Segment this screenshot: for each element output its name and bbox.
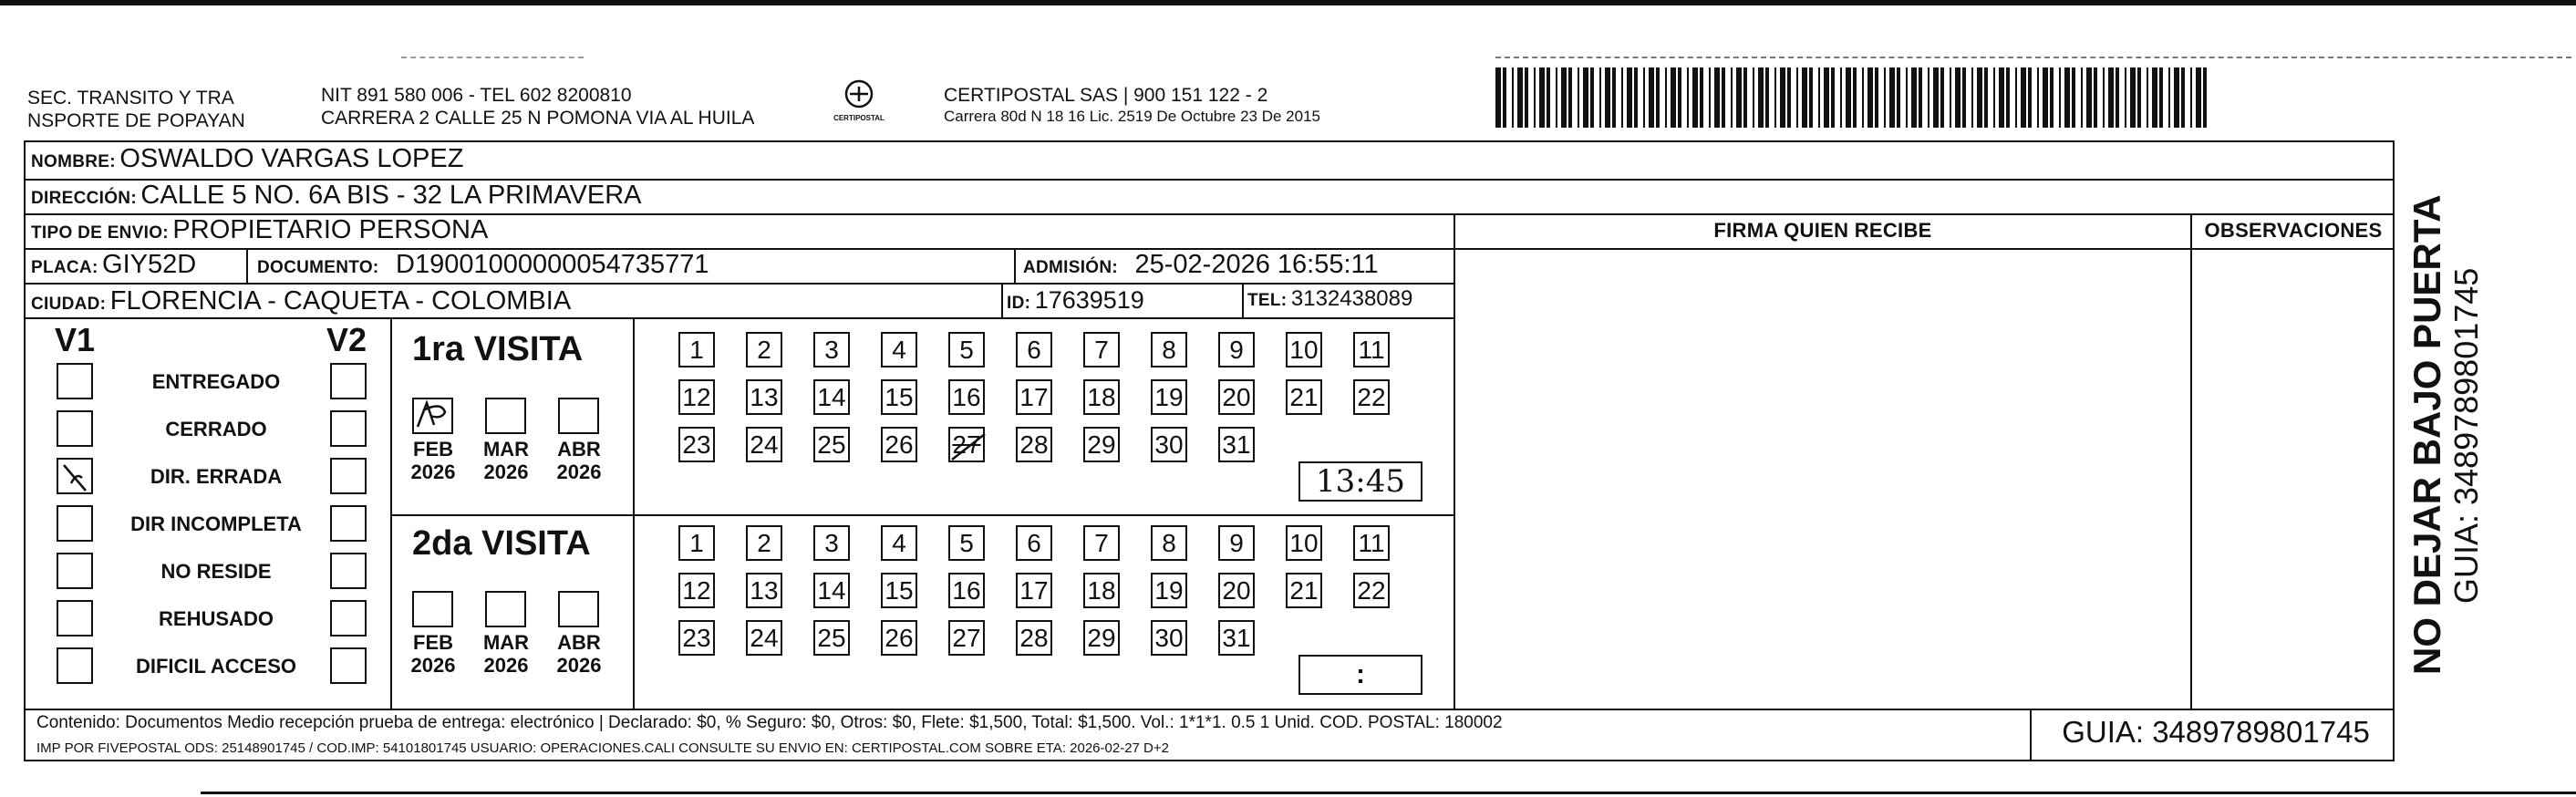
v2-checkbox[interactable] — [330, 505, 367, 542]
barcode-bar — [1831, 67, 1835, 128]
barcode-bar — [1605, 67, 1610, 128]
barcode-bar — [2168, 67, 2170, 128]
day-box-4[interactable]: 4 — [881, 332, 917, 367]
v1-checkbox[interactable] — [57, 410, 93, 447]
issuer-office — [27, 87, 245, 132]
day-box-27[interactable]: 27 — [948, 620, 985, 656]
second-visit-time-value: : — [1356, 659, 1365, 689]
visit-divider — [390, 514, 1455, 516]
ciudad-cell — [31, 286, 571, 316]
handwritten-cross-icon — [950, 429, 987, 464]
barcode-bar — [2064, 67, 2070, 128]
day-box-25[interactable]: 25 — [813, 620, 850, 656]
barcode-bar — [1517, 67, 1523, 128]
observaciones-header: OBSERVACIONES — [2204, 219, 2383, 242]
v1-checkbox[interactable] — [57, 647, 93, 684]
barcode-bar — [2059, 67, 2061, 128]
v1-checkbox[interactable] — [57, 458, 93, 494]
day-box-9[interactable]: 9 — [1218, 525, 1255, 561]
placa-value: GIY52D — [102, 250, 197, 279]
scan-line — [1495, 57, 2571, 58]
day-box-22[interactable]: 22 — [1353, 379, 1390, 415]
barcode-bar — [1578, 67, 1579, 128]
barcode-bar — [2072, 67, 2075, 128]
day-box-17[interactable]: 17 — [1016, 573, 1052, 608]
v1-header: V1 — [55, 321, 96, 358]
id-label: ID: — [1007, 294, 1031, 313]
day-box-21[interactable]: 21 — [1286, 573, 1322, 608]
scan-line-left — [401, 57, 584, 58]
month-label: ABR — [557, 438, 601, 461]
row-line — [24, 283, 1455, 285]
placa-cell — [31, 250, 196, 280]
observations-area[interactable] — [2192, 250, 2395, 709]
status-reason-label: DIFICIL ACCESO — [135, 655, 296, 678]
day-box-15[interactable]: 15 — [881, 379, 917, 415]
v2-checkbox[interactable] — [330, 410, 367, 447]
barcode-bar — [1692, 67, 1698, 128]
certipostal-logo-icon — [841, 78, 877, 111]
day-box-1[interactable]: 1 — [678, 525, 715, 561]
barcode-bar — [1621, 67, 1623, 128]
barcode-bar — [1780, 67, 1785, 128]
barcode-bar — [1758, 67, 1764, 128]
day-box-17[interactable]: 17 — [1016, 379, 1052, 415]
documento-cell — [257, 250, 709, 280]
day-box-3[interactable]: 3 — [813, 332, 850, 367]
day-box-20[interactable]: 20 — [1218, 573, 1255, 608]
barcode-bar — [1919, 67, 1922, 128]
day-box-14[interactable]: 14 — [813, 573, 850, 608]
month-year-label: 2026 — [483, 461, 529, 483]
barcode-bar — [1643, 67, 1645, 128]
issuer-office-line1: SEC. TRANSITO Y TRA — [27, 88, 234, 109]
barcode-bar — [1984, 67, 1988, 128]
barcode-bar — [2043, 67, 2048, 128]
ciudad-value: FLORENCIA - CAQUETA - COLOMBIA — [109, 286, 572, 316]
nombre-row — [31, 144, 463, 174]
v2-checkbox[interactable] — [330, 600, 367, 637]
col-divider — [1001, 283, 1003, 319]
barcode-bar — [1977, 67, 1982, 128]
company-info — [944, 84, 1320, 127]
v2-checkbox[interactable] — [330, 363, 367, 399]
barcode-bar — [1547, 67, 1550, 128]
logo-text: CERTIPOSTAL — [833, 114, 885, 122]
month-checkbox[interactable] — [412, 398, 453, 434]
barcode-bar — [1875, 67, 1878, 128]
barcode-bar — [1678, 67, 1681, 128]
barcode-bar — [1753, 67, 1754, 128]
barcode-bar — [2137, 67, 2141, 128]
day-box-31[interactable]: 31 — [1218, 427, 1255, 462]
v1-checkbox[interactable] — [57, 600, 93, 637]
day-box-30[interactable]: 30 — [1151, 427, 1187, 462]
issuer-nit-line2: CARRERA 2 CALLE 25 N POMONA VIA AL HUILA — [321, 108, 755, 129]
day-box-13[interactable]: 13 — [746, 573, 782, 608]
month-label: ABR — [557, 631, 601, 654]
tel-cell — [1247, 286, 1412, 312]
col-divider — [246, 248, 248, 285]
barcode-bar — [1933, 67, 1939, 128]
day-box-4[interactable]: 4 — [881, 525, 917, 561]
side-guia: GUIA: 3489789801745 — [2447, 267, 2485, 604]
barcode-bar — [1503, 67, 1506, 128]
month-label: MAR — [482, 438, 530, 461]
barcode-bar — [2050, 67, 2054, 128]
barcode-bar — [1568, 67, 1572, 128]
barcode-bar — [2015, 67, 2017, 128]
day-box-14[interactable]: 14 — [813, 379, 850, 415]
day-box-18[interactable]: 18 — [1083, 379, 1120, 415]
v2-header: V2 — [326, 321, 367, 358]
v1-checkbox[interactable] — [57, 553, 93, 589]
barcode-bar — [1889, 67, 1895, 128]
first-visit-time[interactable] — [1298, 461, 1422, 502]
barcode-bar — [2028, 67, 2032, 128]
barcode-bar — [1928, 67, 1929, 128]
barcode-bar — [2081, 67, 2083, 128]
day-box-13[interactable]: 13 — [746, 379, 782, 415]
day-box-5[interactable]: 5 — [948, 525, 985, 561]
status-reason-label: DIR INCOMPLETA — [130, 512, 302, 535]
barcode-bar — [2190, 67, 2192, 128]
barcode-bar — [1722, 67, 1725, 128]
day-box-18[interactable]: 18 — [1083, 573, 1120, 608]
v1-checkbox[interactable] — [57, 363, 93, 399]
admision-value: 25-02-2026 16:55:11 — [1134, 250, 1379, 279]
status-reason-label: CERRADO — [165, 418, 267, 440]
barcode-bar — [2116, 67, 2119, 128]
day-box-12[interactable]: 12 — [678, 573, 715, 608]
barcode-bar — [1940, 67, 1944, 128]
direccion-label: DIRECCIÓN: — [31, 189, 137, 208]
day-box-7[interactable]: 7 — [1083, 332, 1120, 367]
day-box-21[interactable]: 21 — [1286, 379, 1322, 415]
day-box-6[interactable]: 6 — [1016, 332, 1052, 367]
tipo-value: PROPIETARIO PERSONA — [172, 215, 489, 244]
scan-edge — [0, 0, 2576, 5]
day-box-20[interactable]: 20 — [1218, 379, 1255, 415]
day-box-1[interactable]: 1 — [678, 332, 715, 367]
barcode-bar — [1743, 67, 1747, 128]
day-box-5[interactable]: 5 — [948, 332, 985, 367]
month-checkbox[interactable] — [558, 398, 599, 434]
barcode-bar — [2174, 67, 2179, 128]
day-box-8[interactable]: 8 — [1151, 332, 1187, 367]
company-line2: Carrera 80d N 18 16 Lic. 2519 De Octubre 23 De 2015 — [944, 108, 1320, 125]
month-checkbox[interactable] — [485, 398, 526, 434]
barcode-bar — [2086, 67, 2092, 128]
handwritten-check-icon — [58, 460, 95, 496]
barcode-bar — [1634, 67, 1638, 128]
day-box-28[interactable]: 28 — [1016, 427, 1052, 462]
barcode-bar — [1765, 67, 1769, 128]
barcode-bar — [1599, 67, 1601, 128]
month-checkbox[interactable] — [558, 591, 599, 627]
tel-value: 3132438089 — [1290, 286, 1413, 311]
second-visit-title: 2da VISITA — [412, 524, 591, 563]
day-box-7[interactable]: 7 — [1083, 525, 1120, 561]
barcode-bar — [1665, 67, 1667, 128]
footer-line — [24, 709, 2395, 710]
barcode-bar — [2196, 67, 2201, 128]
barcode-bar — [1539, 67, 1545, 128]
col-divider — [1242, 283, 1244, 319]
barcode-bar — [1853, 67, 1857, 128]
barcode-bar — [1818, 67, 1820, 128]
barcode-bar — [2103, 67, 2105, 128]
barcode-bar — [1787, 67, 1791, 128]
barcode-bar — [1884, 67, 1886, 128]
barcode-bar — [1993, 67, 1995, 128]
day-box-12[interactable]: 12 — [678, 379, 715, 415]
documento-value: D19001000000054735771 — [396, 250, 709, 279]
barcode-bar — [1671, 67, 1676, 128]
issuer-office-line2: NSPORTE DE POPAYAN — [27, 110, 245, 131]
barcode-bar — [1700, 67, 1703, 128]
barcode-bar — [1950, 67, 1951, 128]
month-label: MAR — [482, 631, 530, 654]
first-visit-title: 1ra VISITA — [412, 330, 584, 368]
month-year-label: 2026 — [410, 654, 456, 677]
barcode — [1486, 64, 2216, 129]
direccion-row — [31, 181, 642, 211]
tipo-row — [31, 215, 488, 245]
day-box-2[interactable]: 2 — [746, 525, 782, 561]
barcode-bar — [1736, 67, 1742, 128]
id-cell — [1007, 286, 1144, 315]
barcode-bar — [2125, 67, 2126, 128]
day-box-28[interactable]: 28 — [1016, 620, 1052, 656]
admision-cell — [1023, 250, 1379, 280]
barcode-bar — [1802, 67, 1807, 128]
barcode-bar — [1971, 67, 1973, 128]
firma-header: FIRMA QUIEN RECIBE — [1713, 219, 1932, 242]
status-reason-label: DIR. ERRADA — [150, 465, 283, 488]
barcode-bar — [1906, 67, 1908, 128]
month-year-label: 2026 — [483, 654, 529, 677]
day-box-2[interactable]: 2 — [746, 332, 782, 367]
barcode-bar — [2006, 67, 2010, 128]
day-box-8[interactable]: 8 — [1151, 525, 1187, 561]
day-box-30[interactable]: 30 — [1151, 620, 1187, 656]
status-reason-label: ENTREGADO — [151, 370, 281, 393]
barcode-bar — [1862, 67, 1864, 128]
barcode-bar — [1709, 67, 1711, 128]
month-label: FEB — [413, 631, 453, 654]
barcode-bar — [1590, 67, 1594, 128]
day-box-3[interactable]: 3 — [813, 525, 850, 561]
barcode-bar — [2108, 67, 2114, 128]
status-reason-label: REHUSADO — [159, 607, 274, 630]
placa-label: PLACA: — [31, 258, 98, 277]
barcode-bar — [1809, 67, 1813, 128]
day-box-16[interactable]: 16 — [948, 379, 985, 415]
day-box-16[interactable]: 16 — [948, 573, 985, 608]
month-label: FEB — [413, 438, 453, 461]
barcode-bar — [1649, 67, 1654, 128]
day-box-31[interactable]: 31 — [1218, 620, 1255, 656]
ciudad-label: CIUDAD: — [31, 295, 107, 314]
scan-edge-bottom — [201, 792, 2576, 794]
barcode-bar — [1495, 67, 1501, 128]
day-box-6[interactable]: 6 — [1016, 525, 1052, 561]
month-year-label: 2026 — [556, 654, 602, 677]
company-line1: CERTIPOSTAL SAS | 900 151 122 - 2 — [944, 85, 1268, 106]
visit-divider — [633, 319, 635, 709]
month-year-label: 2026 — [556, 461, 602, 483]
v1-checkbox[interactable] — [57, 505, 93, 542]
barcode-bar — [2181, 67, 2185, 128]
documento-label: DOCUMENTO: — [257, 258, 379, 277]
side-warning: NO DEJAR BAJO PUERTA — [2405, 194, 2448, 675]
barcode-bar — [1612, 67, 1616, 128]
barcode-bar — [1714, 67, 1720, 128]
footer-guia: GUIA: 3489789801745 — [2062, 715, 2370, 749]
month-year-label: 2026 — [410, 461, 456, 483]
barcode-bar — [1556, 67, 1557, 128]
nombre-value: OSWALDO VARGAS LOPEZ — [119, 144, 464, 173]
nombre-label: NOMBRE: — [31, 152, 116, 171]
barcode-bar — [1962, 67, 1966, 128]
barcode-bar — [2130, 67, 2136, 128]
day-box-24[interactable]: 24 — [746, 620, 782, 656]
barcode-bar — [1955, 67, 1960, 128]
barcode-bar — [1525, 67, 1528, 128]
certipostal-logo — [832, 78, 886, 122]
day-box-11[interactable]: 11 — [1353, 525, 1390, 561]
barcode-bar — [1774, 67, 1776, 128]
barcode-bar — [2159, 67, 2163, 128]
footer-content: Contenido: Documentos Medio recepción prueba de entrega: electrónico | Declarado: $0, % Seguro: $0, Otros: $0, Flete: $1,500, Total: $1,500. Vol.: 1*1*1. 0.5 1 Unid. COD. POSTAL: 180002 — [36, 713, 1503, 732]
day-box-9[interactable]: 9 — [1218, 332, 1255, 367]
barcode-bar — [2094, 67, 2097, 128]
barcode-bar — [1512, 67, 1514, 128]
barcode-bar — [2147, 67, 2148, 128]
first-visit-time-value: 13:45 — [1316, 463, 1405, 500]
tipo-label: TIPO DE ENVIO: — [31, 223, 169, 243]
v2-checkbox[interactable] — [330, 553, 367, 589]
admision-label: ADMISIÓN: — [1023, 258, 1119, 277]
barcode-bar — [1999, 67, 2004, 128]
barcode-bar — [2152, 67, 2157, 128]
barcode-bar — [1627, 67, 1632, 128]
day-box-29[interactable]: 29 — [1083, 620, 1120, 656]
barcode-bar — [1796, 67, 1798, 128]
month-checkbox[interactable] — [412, 591, 453, 627]
barcode-bar — [1731, 67, 1733, 128]
day-box-26[interactable]: 26 — [881, 620, 917, 656]
barcode-bar — [1846, 67, 1851, 128]
barcode-bar — [1561, 67, 1567, 128]
day-box-23[interactable]: 23 — [678, 427, 715, 462]
issuer-nit — [321, 84, 754, 129]
row-line — [24, 317, 1455, 319]
direccion-value: CALLE 5 NO. 6A BIS - 32 LA PRIMAVERA — [140, 181, 642, 210]
barcode-bar — [1687, 67, 1689, 128]
status-reason-label: NO RESIDE — [160, 560, 272, 583]
tel-label: TEL: — [1247, 291, 1288, 310]
day-box-27[interactable]: 27 — [948, 427, 985, 462]
v2-checkbox[interactable] — [330, 458, 367, 494]
day-box-19[interactable]: 19 — [1151, 379, 1187, 415]
second-visit-time[interactable] — [1298, 655, 1422, 695]
barcode-bar — [1911, 67, 1917, 128]
barcode-bar — [2203, 67, 2207, 128]
barcode-bar — [1534, 67, 1536, 128]
col-divider — [2030, 709, 2032, 761]
id-value: 17639519 — [1034, 286, 1144, 314]
day-box-19[interactable]: 19 — [1151, 573, 1187, 608]
footer-imp: IMP POR FIVEPOSTAL ODS: 25148901745 / COD.IMP: 54101801745 USUARIO: OPERACIONES.CALI CONSULTE SU ENVIO EN: CERTIPOSTAL.COM SOBRE ETA: 2026-02-27 D+2 — [36, 740, 1169, 756]
day-box-11[interactable]: 11 — [1353, 332, 1390, 367]
day-box-10[interactable]: 10 — [1286, 332, 1322, 367]
barcode-bar — [1583, 67, 1588, 128]
day-box-24[interactable]: 24 — [746, 427, 782, 462]
handwritten-mark-icon — [414, 399, 455, 436]
day-box-26[interactable]: 26 — [881, 427, 917, 462]
barcode-bar — [2021, 67, 2026, 128]
barcode-bar — [1840, 67, 1842, 128]
barcode-bar — [1824, 67, 1829, 128]
day-box-22[interactable]: 22 — [1353, 573, 1390, 608]
barcode-bar — [1867, 67, 1873, 128]
issuer-nit-line1: NIT 891 580 006 - TEL 602 8200810 — [321, 85, 632, 106]
col-divider — [1014, 248, 1016, 285]
month-checkbox[interactable] — [485, 591, 526, 627]
day-box-23[interactable]: 23 — [678, 620, 715, 656]
signature-area[interactable] — [1455, 250, 2190, 709]
day-box-25[interactable]: 25 — [813, 427, 850, 462]
day-box-10[interactable]: 10 — [1286, 525, 1322, 561]
barcode-bar — [1897, 67, 1900, 128]
barcode-bar — [1656, 67, 1660, 128]
day-box-29[interactable]: 29 — [1083, 427, 1120, 462]
day-box-15[interactable]: 15 — [881, 573, 917, 608]
barcode-bar — [2037, 67, 2039, 128]
v2-checkbox[interactable] — [330, 647, 367, 684]
